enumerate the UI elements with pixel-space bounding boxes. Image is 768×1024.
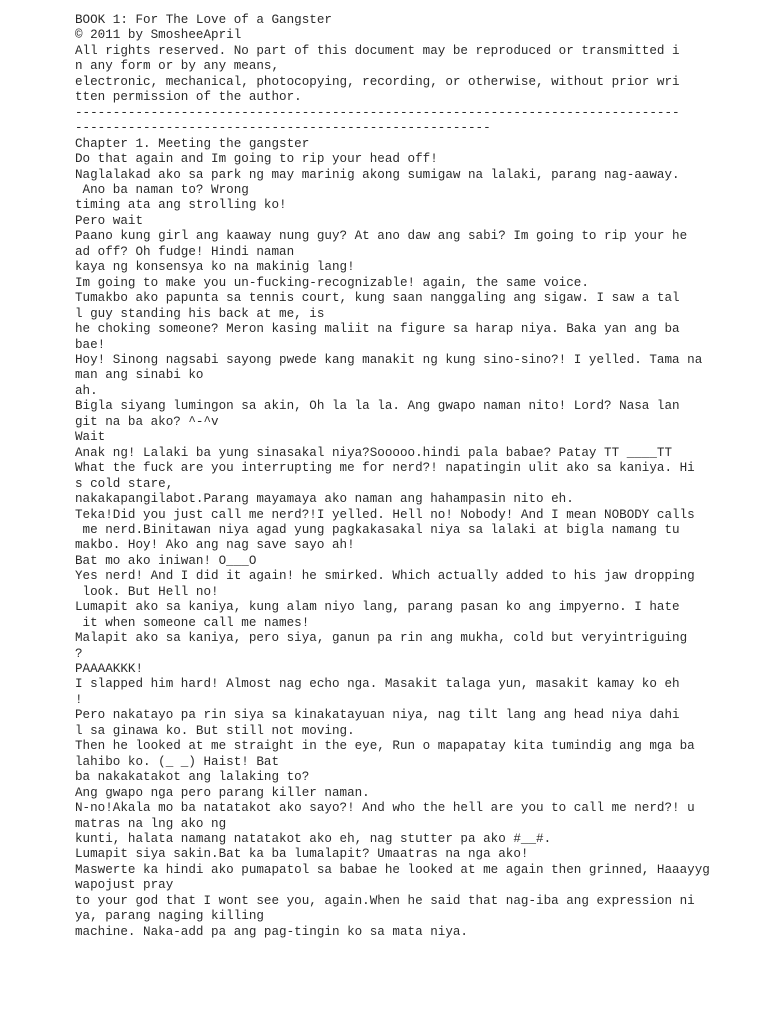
- text-line: wapojust pray: [75, 878, 174, 893]
- text-line: Lumapit ako sa kaniya, kung alam niyo lang, parang pasan ko ang impyerno. I hate: [75, 600, 680, 615]
- text-line: l sa ginawa ko. But still not moving.: [75, 723, 355, 738]
- text-line: Bigla siyang lumingon sa akin, Oh la la la. Ang gwapo naman nito! Lord? Nasa lan: [75, 399, 680, 414]
- text-line: Pero wait: [75, 213, 144, 228]
- text-line: Maswerte ka hindi ako pumapatol sa babae he looked at me again then grinned, Haaayyg: [75, 862, 710, 877]
- text-line: me nerd.Binitawan niya agad yung pagkakasakal niya sa lalaki at bigla namang tu: [75, 522, 680, 537]
- document-text: [75, 13, 765, 940]
- text-line: Wait: [75, 430, 106, 445]
- text-line: Bat mo ako iniwan! O___O: [75, 553, 257, 568]
- text-line: tten permission of the author.: [75, 90, 302, 105]
- text-line: Ano ba naman to? Wrong: [75, 182, 249, 197]
- text-line: man ang sinabi ko: [75, 368, 204, 383]
- text-line: ah.: [75, 383, 98, 398]
- text-line: makbo. Hoy! Ako ang nag save sayo ah!: [75, 538, 355, 553]
- text-line: --------------------------------------------------------------------------------: [75, 105, 680, 120]
- text-line: to your god that I wont see you, again.When he said that nag-iba ang expression ni: [75, 893, 695, 908]
- text-line: Malapit ako sa kaniya, pero siya, ganun pa rin ang mukha, cold but veryintriguing: [75, 631, 688, 646]
- text-line: BOOK 1: For The Love of a Gangster: [75, 13, 332, 27]
- text-line: Teka!Did you just call me nerd?!I yelled. Hell no! Nobody! And I mean NOBODY calls: [75, 507, 695, 522]
- text-line: matras na lng ako ng: [75, 816, 227, 831]
- text-line: ad off? Oh fudge! Hindi naman: [75, 244, 295, 259]
- text-line: What the fuck are you interrupting me for nerd?! napatingin ulit ako sa kaniya. Hi: [75, 461, 695, 476]
- text-line: Paano kung girl ang kaaway nung guy? At ano daw ang sabi? Im going to rip your he: [75, 229, 688, 244]
- text-line: N-no!Akala mo ba natatakot ako sayo?! And who the hell are you to call me nerd?! u: [75, 801, 695, 816]
- text-line: Pero nakatayo pa rin siya sa kinakatayuan niya, nag tilt lang ang head niya dahi: [75, 708, 680, 723]
- text-line: kaya ng konsensya ko na makinig lang!: [75, 260, 355, 275]
- text-line: electronic, mechanical, photocopying, recording, or otherwise, without prior wri: [75, 74, 680, 89]
- text-line: bae!: [75, 337, 106, 352]
- text-line: n any form or by any means,: [75, 59, 280, 74]
- text-line: Hoy! Sinong nagsabi sayong pwede kang manakit ng kung sino-sino?! I yelled. Tama na: [75, 352, 703, 367]
- text-line: ya, parang naging killing: [75, 909, 264, 924]
- text-line: ba nakakatakot ang lalaking to?: [75, 770, 310, 785]
- text-line: PAAAAKKK!: [75, 662, 144, 677]
- text-line: kunti, halata namang natatakot ako eh, nag stutter pa ako #__#.: [75, 832, 552, 847]
- text-line: Naglalakad ako sa park ng may marinig akong sumigaw na lalaki, parang nag-aaway.: [75, 167, 680, 182]
- text-line: git na ba ako? ^-^v: [75, 414, 219, 429]
- text-line: l guy standing his back at me, is: [75, 306, 325, 321]
- text-line: Chapter 1. Meeting the gangster: [75, 136, 310, 151]
- text-line: Im going to make you un-fucking-recognizable! again, the same voice.: [75, 275, 589, 290]
- text-line: Yes nerd! And I did it again! he smirked. Which actually added to his jaw dropping: [75, 569, 695, 584]
- text-line: © 2011 by SmosheeApril: [75, 28, 242, 43]
- text-line: he choking someone? Meron kasing maliit na figure sa harap niya. Baka yan ang ba: [75, 322, 680, 337]
- text-line: look. But Hell no!: [75, 584, 219, 599]
- text-line: Then he looked at me straight in the eye, Run o mapapatay kita tumindig ang mga ba: [75, 739, 695, 754]
- text-line: !: [75, 692, 83, 707]
- text-line: machine. Naka-add pa ang pag-tingin ko sa mata niya.: [75, 924, 468, 939]
- text-line: I slapped him hard! Almost nag echo nga. Masakit talaga yun, masakit kamay ko eh: [75, 677, 680, 692]
- text-line: it when someone call me names!: [75, 615, 310, 630]
- text-line: All rights reserved. No part of this document may be reproduced or transmitted i: [75, 43, 680, 58]
- text-line: Do that again and Im going to rip your head off!: [75, 152, 438, 167]
- text-line: Tumakbo ako papunta sa tennis court, kung saan nanggaling ang sigaw. I saw a tal: [75, 291, 680, 306]
- text-line: Ang gwapo nga pero parang killer naman.: [75, 785, 370, 800]
- text-line: -------------------------------------------------------: [75, 121, 491, 136]
- text-line: timing ata ang strolling ko!: [75, 198, 287, 213]
- text-line: ?: [75, 646, 83, 661]
- text-line: Lumapit siya sakin.Bat ka ba lumalapit? Umaatras na nga ako!: [75, 847, 529, 862]
- text-line: nakakapangilabot.Parang mayamaya ako naman ang hahampasin nito eh.: [75, 492, 574, 507]
- text-line: lahibo ko. (_ _) Haist! Bat: [75, 754, 280, 769]
- text-line: Anak ng! Lalaki ba yung sinasakal niya?Sooooo.hindi pala babae? Patay TT ____TT: [75, 445, 673, 460]
- text-line: s cold stare,: [75, 476, 174, 491]
